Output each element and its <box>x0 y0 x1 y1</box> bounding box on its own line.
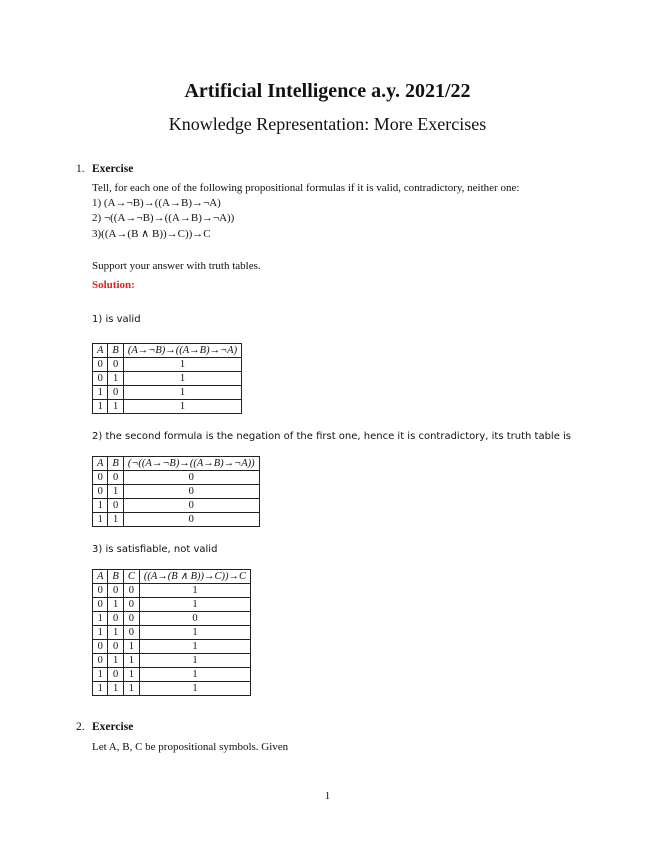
table-cell: 0 <box>123 513 259 527</box>
table-row <box>93 372 242 386</box>
table-row <box>93 668 251 682</box>
table-header: (A→¬B)→((A→B)→¬A) <box>123 344 241 358</box>
table-cell: 1 <box>139 584 250 598</box>
table-cell: 1 <box>108 372 123 386</box>
table-row <box>93 485 260 499</box>
solution-label: Solution: <box>92 279 135 291</box>
table-row <box>93 358 242 372</box>
table-cell: 1 <box>93 400 108 414</box>
table-header: ((A→(B ∧ B))→C))→C <box>139 570 250 584</box>
table-row <box>93 584 251 598</box>
table-row <box>93 400 242 414</box>
table-cell: 1 <box>108 626 123 640</box>
table-cell: 0 <box>93 471 108 485</box>
table-row <box>93 386 242 400</box>
table-cell: 1 <box>123 386 241 400</box>
table-cell: 0 <box>108 471 123 485</box>
table-row <box>93 471 260 485</box>
table-row <box>93 612 251 626</box>
table-cell: 1 <box>93 668 108 682</box>
table-cell: 1 <box>123 682 139 696</box>
table-row <box>93 682 251 696</box>
truth-table-3 <box>92 569 251 696</box>
table-row <box>93 654 251 668</box>
table-cell: 1 <box>139 626 250 640</box>
document-title: Artificial Intelligence a.y. 2021/22 <box>184 80 471 102</box>
exercise-1-number: 1. <box>76 163 85 175</box>
table-cell: 0 <box>93 485 108 499</box>
table-cell: 0 <box>93 654 108 668</box>
table-cell: 1 <box>108 598 123 612</box>
table-cell: 0 <box>108 668 123 682</box>
table-cell: 0 <box>108 358 123 372</box>
table-cell: 1 <box>93 626 108 640</box>
table-header: (¬((A→¬B)→((A→B)→¬A)) <box>123 457 259 471</box>
table-cell: 1 <box>93 499 108 513</box>
table-cell: 0 <box>123 598 139 612</box>
exercise-2-heading: Exercise <box>92 721 134 733</box>
table-cell: 0 <box>93 372 108 386</box>
table-header: A <box>93 344 108 358</box>
answer-1: 1) is valid <box>92 314 141 325</box>
table-cell: 1 <box>123 372 241 386</box>
table-row <box>93 598 251 612</box>
table-header: C <box>123 570 139 584</box>
table-cell: 0 <box>123 626 139 640</box>
truth-table-2 <box>92 456 260 527</box>
table-cell: 0 <box>123 471 259 485</box>
exercise-1-intro: Tell, for each one of the following propositional formulas if it is valid, contradictory, neither one: <box>92 182 520 194</box>
exercise-2-intro: Let A, B, C be propositional symbols. Given <box>92 741 289 753</box>
table-cell: 1 <box>93 513 108 527</box>
table-cell: 0 <box>108 640 123 654</box>
answer-3: 3) is satisfiable, not valid <box>92 544 218 555</box>
truth-table-1 <box>92 343 242 414</box>
formula-2: 2) ¬((A→¬B)→((A→B)→¬A)) <box>92 212 235 224</box>
exercise-1-heading: Exercise <box>92 163 134 175</box>
table-cell: 1 <box>123 640 139 654</box>
table-cell: 1 <box>93 682 108 696</box>
table-cell: 1 <box>139 598 250 612</box>
table-cell: 0 <box>93 584 108 598</box>
table-cell: 1 <box>139 640 250 654</box>
table-cell: 1 <box>93 386 108 400</box>
table-row <box>93 513 260 527</box>
table-cell: 0 <box>108 584 123 598</box>
answer-2: 2) the second formula is the negation of the first one, hence it is contradictory, its truth table is <box>92 431 572 442</box>
table-cell: 1 <box>123 668 139 682</box>
table-header: A <box>93 457 108 471</box>
table-header: A <box>93 570 108 584</box>
table-cell: 1 <box>108 513 123 527</box>
table-cell: 0 <box>108 386 123 400</box>
table-cell: 0 <box>123 584 139 598</box>
table-row <box>93 499 260 513</box>
formula-3: 3)((A→(B ∧ B))→C))→C <box>92 228 211 240</box>
table-row <box>93 626 251 640</box>
table-header: B <box>108 570 123 584</box>
table-cell: 0 <box>108 612 123 626</box>
document-subtitle: Knowledge Representation: More Exercises <box>168 114 487 134</box>
table-header: B <box>108 344 123 358</box>
page-number: 1 <box>324 790 331 802</box>
table-cell: 1 <box>108 485 123 499</box>
table-cell: 0 <box>93 358 108 372</box>
table-cell: 0 <box>123 612 139 626</box>
table-cell: 1 <box>93 612 108 626</box>
table-cell: 0 <box>123 485 259 499</box>
table-cell: 1 <box>123 358 241 372</box>
table-cell: 1 <box>139 682 250 696</box>
table-cell: 0 <box>123 499 259 513</box>
exercise-2-number: 2. <box>76 721 85 733</box>
table-cell: 0 <box>139 612 250 626</box>
table-cell: 0 <box>93 640 108 654</box>
table-cell: 1 <box>108 400 123 414</box>
table-cell: 1 <box>123 400 241 414</box>
table-cell: 1 <box>139 668 250 682</box>
table-cell: 1 <box>108 654 123 668</box>
table-header: B <box>108 457 123 471</box>
table-cell: 1 <box>108 682 123 696</box>
table-cell: 0 <box>93 598 108 612</box>
formula-1: 1) (A→¬B)→((A→B)→¬A) <box>92 197 221 209</box>
table-cell: 1 <box>123 654 139 668</box>
support-instruction: Support your answer with truth tables. <box>92 260 261 272</box>
table-cell: 1 <box>139 654 250 668</box>
table-row <box>93 640 251 654</box>
table-cell: 0 <box>108 499 123 513</box>
